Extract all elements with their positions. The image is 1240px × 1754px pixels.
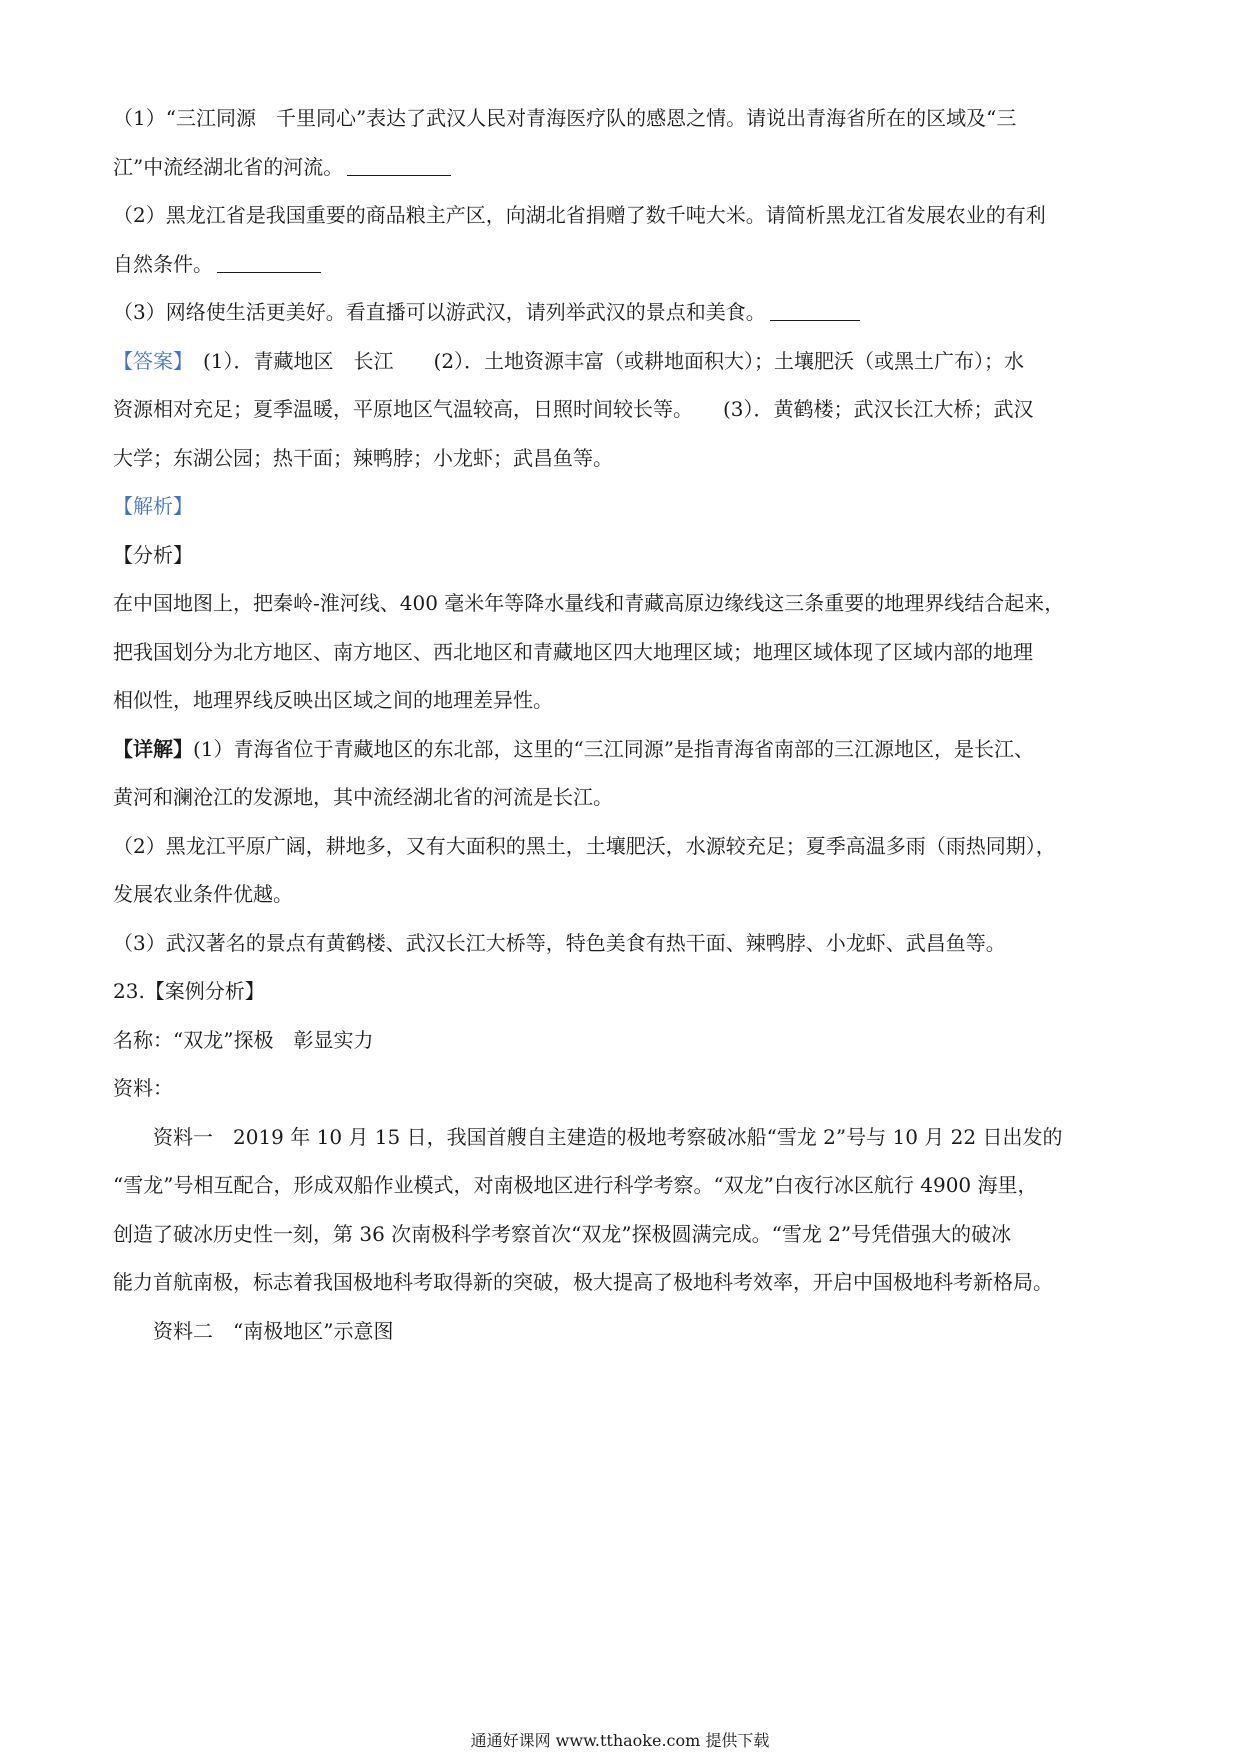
ziliao1-line-1: 资料一 2019 年 10 月 15 日，我国首艘自主建造的极地考察破冰船“雪龙 2”号与 10 月 22 日出发的	[153, 1124, 1063, 1149]
q23-name-line: 名称：“双龙”探极 彰显实力	[113, 1027, 374, 1052]
q1-line-1: （1）“三江同源 千里同心”表达了武汉人民对青海医疗队的感恩之情。请说出青海省所在的区域及“三	[113, 106, 1017, 130]
answer-blank	[217, 252, 321, 273]
xiangjie-line-2: 黄河和澜沧江的发源地，其中流经湖北省的河流是长江。	[113, 785, 613, 809]
xiangjie-line-1	[113, 725, 1128, 774]
fenxi-tag: 【分析】	[113, 542, 193, 567]
jiexi-tag: 【解析】	[113, 494, 193, 518]
answer-line-2: 资源相对充足；夏季温暖，平原地区气温较高，日照时间较长等。 (3）．黄鹤楼；武汉长江大桥；武汉	[113, 397, 1034, 421]
q23-header: 23.【案例分析】	[113, 979, 265, 1003]
ziliao2-line: 资料二 “南极地区”示意图	[153, 1318, 394, 1343]
answer-blank	[347, 155, 451, 176]
fenxi-line-3: 相似性，地理界线反映出区域之间的地理差异性。	[113, 688, 553, 712]
footer-watermark: 通通好课网 www.tthaoke.com 提供下载	[470, 1731, 770, 1750]
q1-text: 江”中流经湖北省的河流。	[113, 154, 344, 179]
ziliao1-line-2: “雪龙”号相互配合，形成双船作业模式，对南极地区进行科学考察。“双龙”白夜行冰区航行 4900 海里，	[113, 1173, 1038, 1197]
xiangjie-text: (1）青海省位于青藏地区的东北部，这里的“三江同源”是指青海省南部的三江源地区，是长江、	[193, 736, 1034, 761]
fenxi-line-2: 把我国划分为北方地区、南方地区、西北地区和青藏地区四大地理区域；地理区域体现了区域内部的地理	[113, 639, 1033, 664]
q2-text: 自然条件。	[113, 251, 213, 276]
q3-text: （3）网络使生活更美好。看直播可以游武汉，请列举武汉的景点和美食。	[113, 300, 766, 324]
q1-line-2	[113, 143, 1128, 192]
answer-blank	[770, 300, 860, 321]
answer-line-1	[113, 337, 1128, 386]
answer-text: (1）．青藏地区 长江 (2）．土地资源丰富（或耕地面积大）；土壤肥沃（或黑土广布）；水	[183, 348, 1025, 373]
q2-line-2	[113, 240, 1128, 289]
answer-tag: 【答案】	[113, 348, 183, 373]
fenxi-line-1: 在中国地图上，把秦岭-淮河线、400 毫米年等降水量线和青藏高原边缘线这三条重要的地理界线结合起来，	[113, 591, 1065, 615]
xiangjie-line-5: （3）武汉著名的景点有黄鹤楼、武汉长江大桥等，特色美食有热干面、辣鸭脖、小龙虾、武昌鱼等。	[113, 930, 1006, 955]
xiangjie-line-4: 发展农业条件优越。	[113, 882, 293, 906]
ziliao1-line-4: 能力首航南极，标志着我国极地科考取得新的突破，极大提高了极地科考效率，开启中国极地科考新格局。	[113, 1270, 1053, 1294]
q2-line-1: （2）黑龙江省是我国重要的商品粮主产区，向湖北省捐赠了数千吨大米。请简析黑龙江省发展农业的有利	[113, 203, 1046, 227]
answer-line-3: 大学；东湖公园；热干面；辣鸭脖；小龙虾；武昌鱼等。	[113, 445, 613, 470]
xiangjie-tag: 【详解】	[113, 736, 193, 761]
ziliao1-line-3: 创造了破冰历史性一刻，第 36 次南极科学考察首次“双龙”探极圆满完成。“雪龙 2”号凭借强大的破冰	[113, 1221, 1012, 1246]
q23-ziliao-label: 资料：	[113, 1076, 173, 1100]
xiangjie-line-3: （2）黑龙江平原广阔，耕地多，又有大面积的黑土，土壤肥沃，水源较充足；夏季高温多雨（雨热同期），	[113, 833, 1056, 858]
document-body	[113, 94, 1128, 1355]
q3-line-1	[113, 288, 1128, 337]
